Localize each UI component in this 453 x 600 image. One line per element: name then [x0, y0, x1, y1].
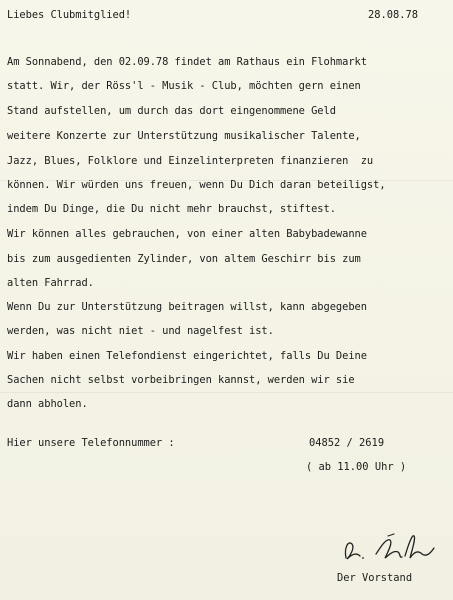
- body-line: Wenn Du zur Unterstützung beitragen willst, kann abgegeben: [7, 301, 367, 313]
- body-line: können. Wir würden uns freuen, wenn Du Dich daran beteiligst,: [7, 179, 386, 191]
- body-line: werden, was nicht niet - und nagelfest ist.: [7, 325, 274, 337]
- body-line: indem Du Dinge, die Du nicht mehr brauchst, stiftest.: [7, 203, 336, 215]
- body-line: weitere Konzerte zur Unterstützung musikalischer Talente,: [7, 130, 361, 142]
- phone-hours: ( ab 11.00 Uhr ): [306, 461, 407, 473]
- body-line: statt. Wir, der Röss'l - Musik - Club, möchten gern einen: [7, 80, 361, 92]
- body-line: alten Fahrrad.: [7, 277, 94, 289]
- body-line: Stand aufstellen, um durch das dort eingenommene Geld: [7, 105, 336, 117]
- body-line: dann abholen.: [7, 398, 88, 410]
- body-line: Wir haben einen Telefondienst eingerichtet, falls Du Deine: [7, 350, 367, 362]
- body-line: Wir können alles gebrauchen, von einer alten Babybadewanne: [7, 228, 367, 240]
- letter-date: 28.08.78: [368, 9, 419, 21]
- body-line: bis zum ausgedienten Zylinder, von altem Geschirr bis zum: [7, 253, 361, 265]
- handwritten-signature: [338, 528, 438, 566]
- paper-fold-line: [0, 392, 453, 393]
- salutation: Liebes Clubmitglied!: [7, 9, 132, 21]
- signer-title: Der Vorstand: [337, 572, 413, 584]
- phone-label: Hier unsere Telefonnummer :: [7, 437, 175, 449]
- body-line: Jazz, Blues, Folklore und Einzelinterpreten finanzieren zu: [7, 155, 374, 167]
- body-line: Sachen nicht selbst vorbeibringen kannst, werden wir sie: [7, 374, 355, 386]
- phone-number: 04852 / 2619: [309, 437, 385, 449]
- body-line: Am Sonnabend, den 02.09.78 findet am Rathaus ein Flohmarkt: [7, 56, 367, 68]
